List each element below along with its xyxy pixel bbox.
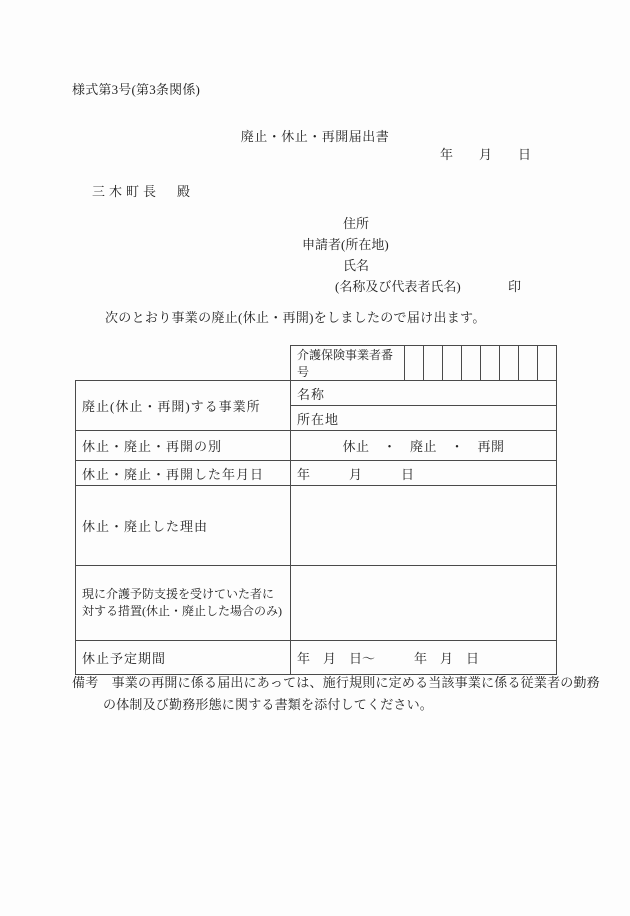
category-options: 休止 ・ 廃止 ・ 再開 bbox=[291, 431, 557, 461]
office-label: 廃止(休止・再開)する事業所 bbox=[76, 381, 291, 431]
insurer-number-digit-cell bbox=[462, 346, 481, 381]
remarks-note-line2: の体制及び勤務形態に関する書類を添付してください。 bbox=[103, 697, 434, 712]
remarks-note-line1: 備考 事業の再開に係る届出にあっては、施行規則に定める当該事業に係る従業者の勤務 bbox=[72, 675, 600, 690]
insurer-number-digit-cell bbox=[538, 346, 557, 381]
form-number: 様式第3号(第3条関係) bbox=[72, 82, 201, 97]
document-title: 廃止・休止・再開届出書 bbox=[240, 129, 390, 144]
insurer-number-label: 介護保険事業者番号 bbox=[291, 346, 405, 381]
category-row bbox=[76, 431, 557, 461]
insurer-number-row bbox=[76, 346, 557, 381]
reason-row bbox=[76, 486, 557, 566]
insurer-number-digit-cell bbox=[405, 346, 424, 381]
period-label: 休止予定期間 bbox=[76, 641, 291, 675]
office-name-cell: 名称 bbox=[291, 381, 557, 406]
seal-mark: 印 bbox=[508, 279, 522, 294]
applicant-representative-label: (名称及び代表者氏名) bbox=[335, 279, 461, 294]
period-value: 年 月 日～ 年 月 日 bbox=[291, 641, 557, 675]
insurer-number-digit-cell bbox=[519, 346, 538, 381]
office-address-cell: 所在地 bbox=[291, 406, 557, 431]
form-table bbox=[75, 345, 557, 675]
measures-label: 現に介護予防支援を受けていた者に対する措置(休止・廃止した場合のみ) bbox=[76, 566, 291, 641]
period-row bbox=[76, 641, 557, 675]
insurer-number-digit-cell bbox=[443, 346, 462, 381]
addressee: 三木町長 殿 bbox=[92, 184, 195, 199]
table-ghost-cell bbox=[76, 346, 291, 381]
reason-cell bbox=[291, 486, 557, 566]
insurer-number-digit-cell bbox=[424, 346, 443, 381]
measures-cell bbox=[291, 566, 557, 641]
lead-sentence: 次のとおり事業の廃止(休止・再開)をしましたので届け出ます。 bbox=[105, 310, 486, 325]
category-label: 休止・廃止・再開の別 bbox=[76, 431, 291, 461]
reason-label: 休止・廃止した理由 bbox=[76, 486, 291, 566]
applicant-label: 申請者(所在地) bbox=[302, 237, 389, 252]
date-row-label: 休止・廃止・再開した年月日 bbox=[76, 461, 291, 486]
insurer-number-digit-cell bbox=[481, 346, 500, 381]
date-row bbox=[76, 461, 557, 486]
measures-row bbox=[76, 566, 557, 641]
date-line: 年 月 日 bbox=[440, 147, 532, 162]
applicant-name-label: 氏名 bbox=[343, 258, 370, 273]
applicant-address-label: 住所 bbox=[343, 216, 370, 231]
date-row-value: 年 月 日 bbox=[291, 461, 557, 486]
office-name-row bbox=[76, 381, 557, 406]
insurer-number-digit-cell bbox=[500, 346, 519, 381]
